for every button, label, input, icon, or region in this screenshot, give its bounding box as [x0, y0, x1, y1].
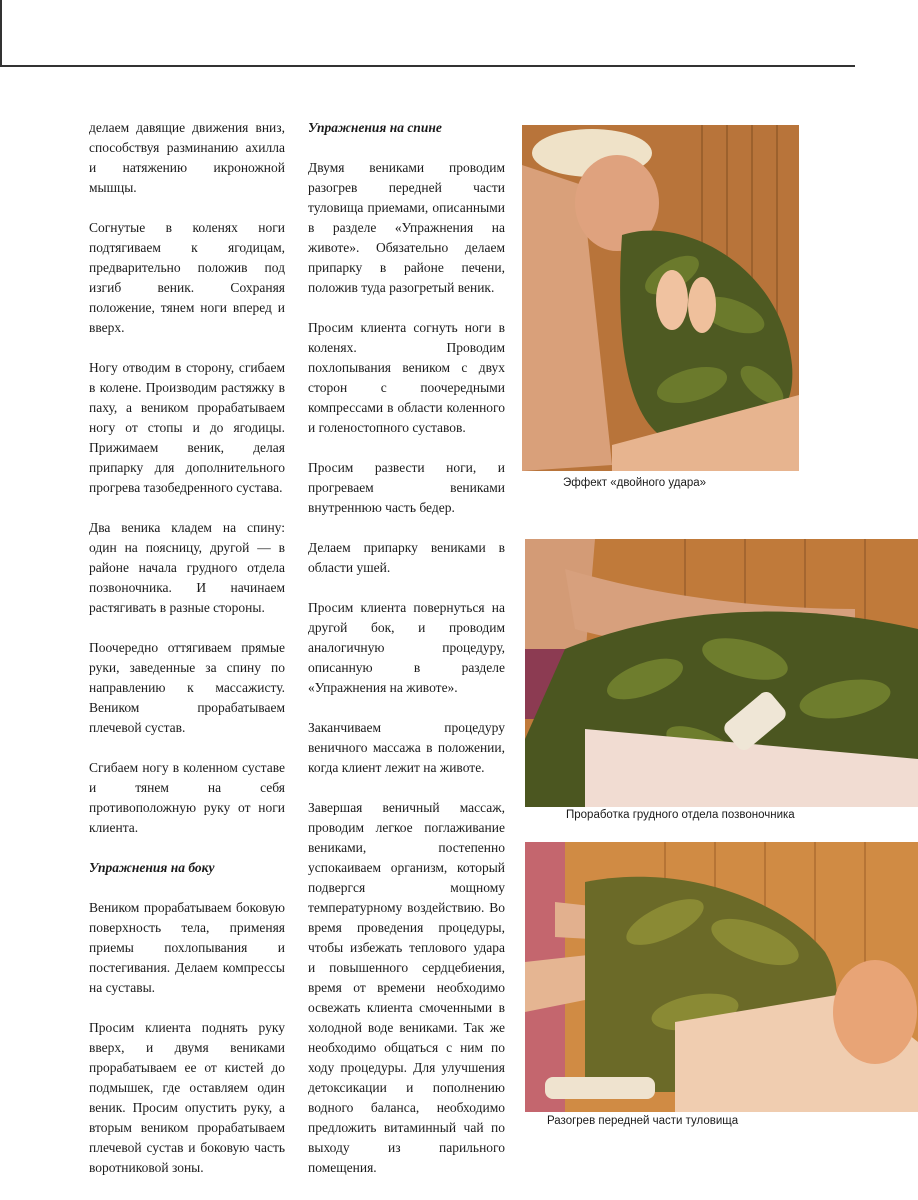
- section-heading: Упражнения на боку: [89, 860, 215, 875]
- text-column-2: [308, 118, 505, 1198]
- paragraph: Согнутые в коленях ноги подтягиваем к ягодицам, предварительно положив под изгиб веник. Сохраняя положение, тянем ноги вперед и вверх.: [89, 220, 285, 335]
- paragraph: Поочередно оттягиваем прямые руки, заведенные за спину по направлению к массажисту. Веником прорабатываем плечевой сустав.: [89, 640, 285, 735]
- paragraph: Просим клиента поднять руку вверх, и двумя вениками прорабатываем ее от кистей до подмышек, где оставляем один веник. Просим опустить руку, а вторым веником прорабатываем плечевой сустав и боковую часть воротниковой зоны.: [89, 1020, 285, 1175]
- photo-thoracic-spine: [525, 539, 918, 807]
- paragraph: Просим клиента повернуться на другой бок, и проводим аналогичную процедуру, описанную в разделе «Упражнения на животе».: [308, 600, 505, 695]
- section-heading: Упражнения на спине: [308, 120, 442, 135]
- paragraph: Сгибаем ногу в коленном суставе и тянем на себя противоположную руку от ноги клиента.: [89, 760, 285, 835]
- paragraph: Просим клиента согнуть ноги в коленях. Проводим похлопывания веником с двух сторон с поочередными компрессами в области коленного и голеностопного суставов.: [308, 320, 505, 435]
- paragraph: Два веника кладем на спину: один на поясницу, другой — в районе начала грудного отдела позвоночника. И начинаем растягивать в разные стороны.: [89, 520, 285, 615]
- top-rule: [0, 65, 855, 67]
- paragraph: Делаем припарку вениками в области ушей.: [308, 540, 505, 575]
- page-frame-left: [0, 0, 2, 66]
- paragraph: делаем давящие движения вниз, способствуя разминанию ахилла и натяжению икроножной мышцы.: [89, 120, 285, 195]
- photo-double-strike: [522, 125, 799, 471]
- paragraph: Заканчиваем процедуру веничного массажа в положении, когда клиент лежит на животе.: [308, 720, 505, 775]
- text-column-1: [89, 118, 285, 1198]
- paragraph: Двумя вениками проводим разогрев передней части туловища приемами, описанными в разделе «Упражнения на животе». Обязательно делаем припарку в районе печени, положив туда разогретый веник.: [308, 160, 505, 295]
- photo-caption: Эффект «двойного удара»: [563, 477, 707, 489]
- paragraph: Ногу отводим в сторону, сгибаем в колене. Производим растяжку в паху, а веником прорабатываем ногу от стопы и до ягодицы. Прижимаем веник, делая припарку для дополнительного прогрева тазобедренного сустава.: [89, 360, 285, 495]
- photo-caption: Проработка грудного отдела позвоночника: [566, 809, 795, 821]
- paragraph: Завершая веничный массаж, проводим легкое поглаживание вениками, постепенно успокаиваем организм, который подвергся мощному температурному воздействию. Во время проведения процедуры, чтобы избежать теплового удара и повышенного сердцебиения, время от времени необходимо освежать клиента смоченными в холодной воде вениками. Так же необходимо общаться с ним по ходу процедуры. Для улучшения детоксикации и пополнению водного баланса, необходимо предложить витаминный чай по выходу из парильного помещения.: [308, 800, 505, 1175]
- paragraph: Веником прорабатываем боковую поверхность тела, применяя приемы похлопывания и постегивания. Делаем компрессы на суставы.: [89, 900, 285, 995]
- paragraph: Просим развести ноги, и прогреваем вениками внутреннюю часть бедер.: [308, 460, 505, 515]
- photo-caption: Разогрев передней части туловища: [547, 1115, 739, 1127]
- photo-torso-warming: [525, 842, 918, 1112]
